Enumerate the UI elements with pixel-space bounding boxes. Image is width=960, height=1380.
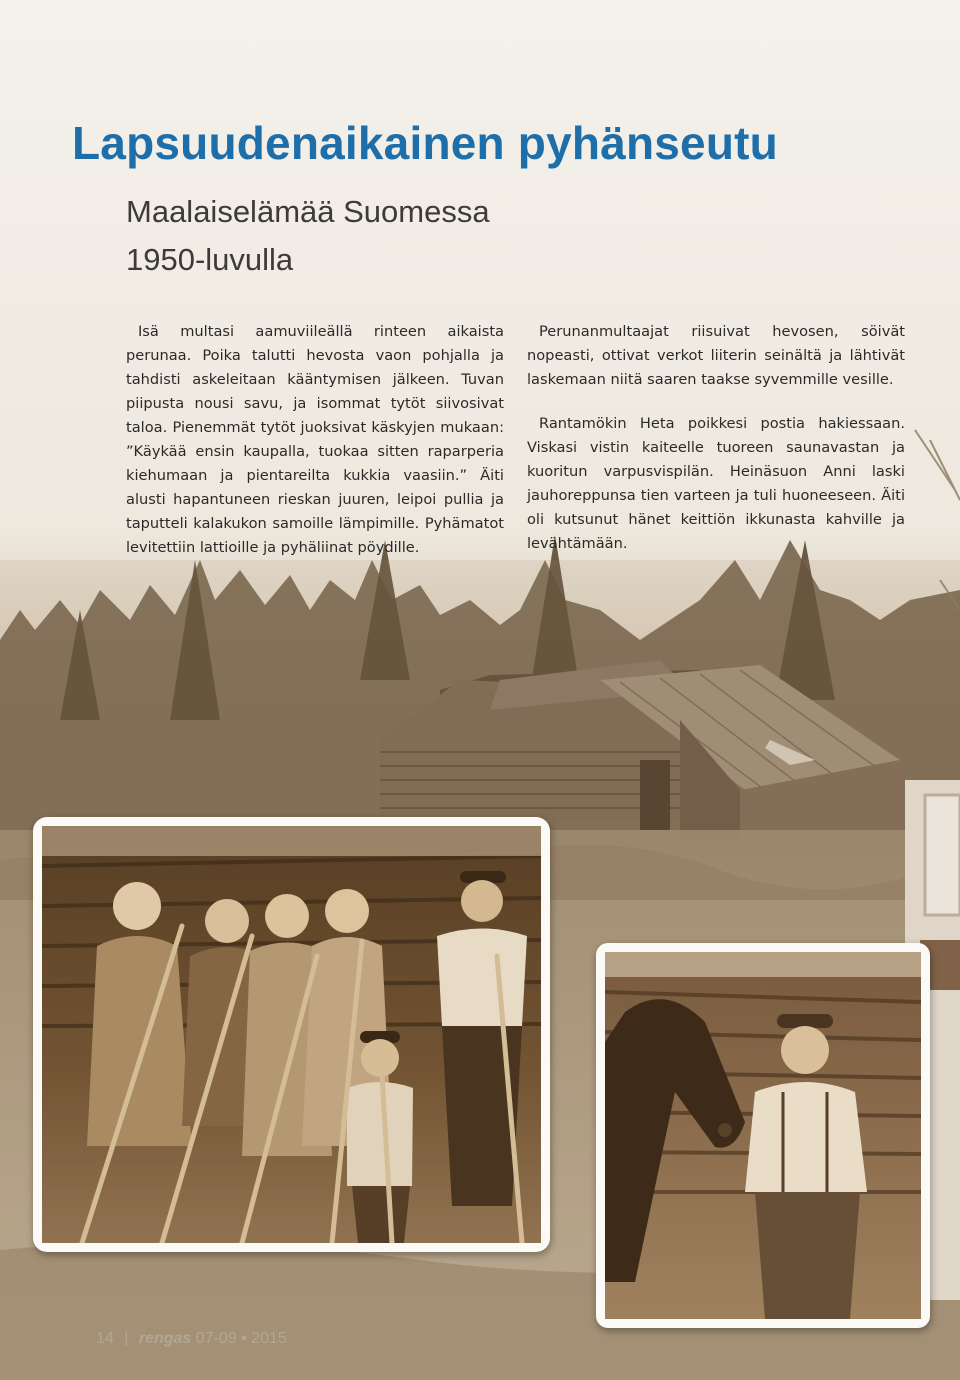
- page-number: 14: [96, 1330, 114, 1347]
- article-title: Lapsuudenaikainen pyhänseutu: [72, 117, 778, 169]
- body-column-left: [126, 320, 504, 580]
- family-with-rakes-photo: [42, 826, 541, 1243]
- page-footer: [96, 1330, 287, 1348]
- body-paragraph: Rantamökin Heta poikkesi postia hakiessaan. Viskasi vistin kaiteelle tuoreen saunavastan ja kuoritun varpusvispilän. Heinäsuon Anni laski jauhoreppunsa tien varteen ja tuli huoneeseen. Äiti oli kutsunut hänet keittiön ikkunasta kahville ja levähtämään.: [527, 415, 905, 552]
- issue-year: 2015: [251, 1330, 287, 1347]
- body-paragraph: Perunanmultaajat riisuivat hevosen, söivät nopeasti, ottivat verkot liiterin seinältä ja lähtivät laskemaan niitä saaren taakse syvemmille vesille.: [527, 323, 905, 388]
- man-with-horse-photo-frame: [596, 943, 930, 1328]
- magazine-logo: rengas: [138, 1330, 192, 1347]
- body-paragraph: Isä multasi aamuviileällä rinteen aikaista perunaa. Poika talutti hevosta vaon pohjalla ja tahdisti askeleitaan kääntymisen jälkeen. Tuvan piipusta nousi savu, ja isommat tytöt siivosivat taloa. Pienemmät tytöt juoksivat käskyjen mukaan: ”Käykää ensin kaupalla, tuokaa sitten raparperia kiehumaan ja pientareilta kukkia vaasiin.” Äiti alusti hapantuneen rieskan juuren, leipoi pullia ja taputteli kalakukon samoille lämpimille. Pyhämatot levitettiin lattioille ja pyhäliinat pöydille.: [126, 323, 504, 556]
- footer-separator: |: [124, 1330, 129, 1347]
- subtitle-line-1: Maalaiselämää Suomessa: [126, 194, 490, 229]
- family-photo-frame: [33, 817, 550, 1252]
- subtitle-line-2: 1950-luvulla: [126, 242, 294, 277]
- man-with-horse-photo: [605, 952, 921, 1319]
- footer-bullet: •: [241, 1330, 247, 1347]
- article-subtitle: [126, 188, 586, 284]
- issue-number: 07-09: [195, 1330, 237, 1347]
- body-column-right: [527, 320, 905, 576]
